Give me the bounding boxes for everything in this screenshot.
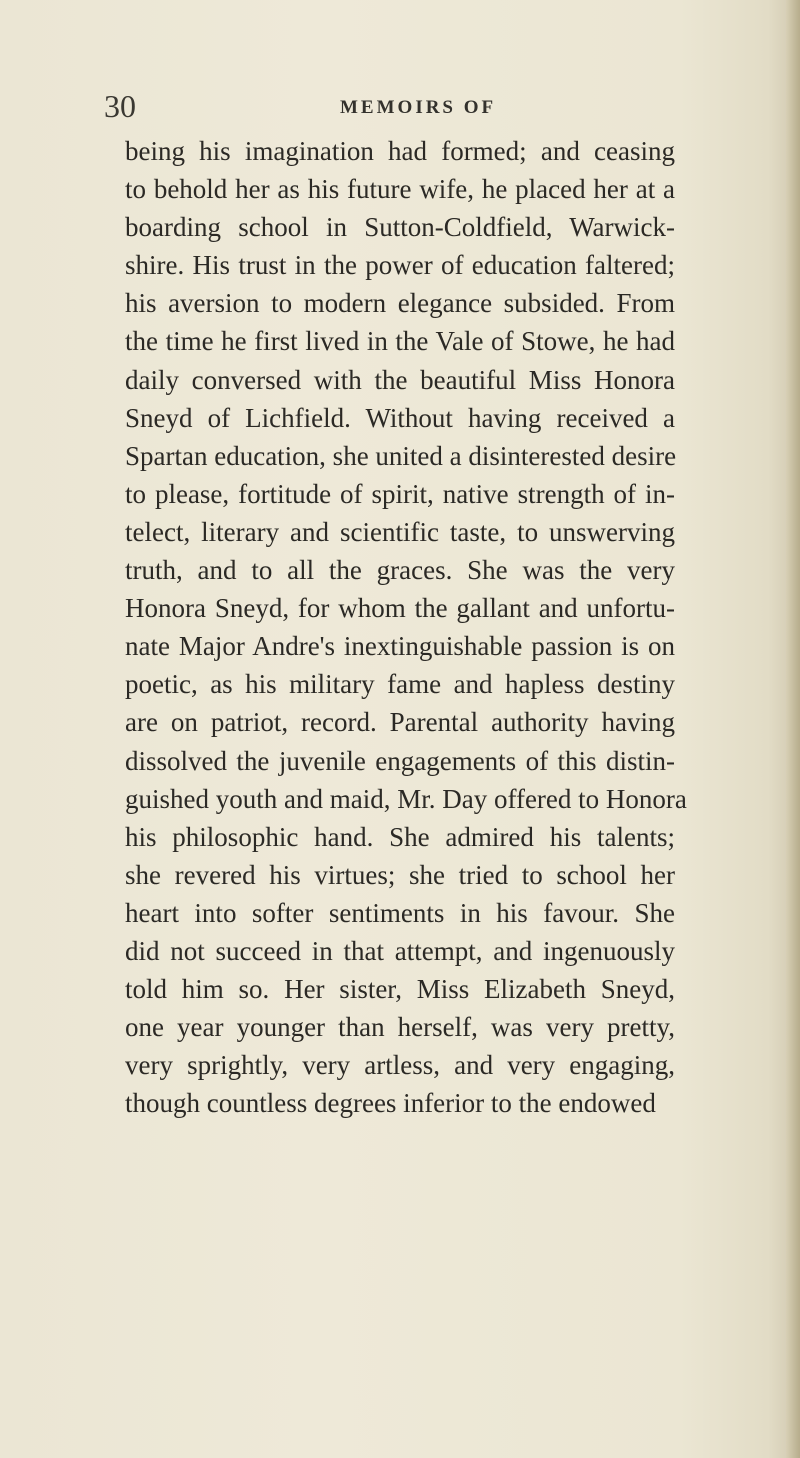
text-line: his aversion to modern elegance subsided. From: [125, 288, 675, 319]
text-line: one year younger than herself, was very pretty,: [125, 1012, 675, 1043]
text-line: daily conversed with the beautiful Miss Honora: [125, 364, 675, 395]
text-line: to behold her as his future wife, he placed her at a: [125, 174, 675, 205]
text-line: poetic, as his military fame and hapless destiny: [125, 669, 675, 700]
text-line: truth, and to all the graces. She was the very: [125, 555, 675, 586]
body-text: [125, 132, 687, 1122]
text-line: Sneyd of Lichfield. Without having received a: [125, 402, 675, 433]
page-edge: [786, 0, 800, 1458]
text-line: guished youth and maid, Mr. Day offered to Honora: [125, 783, 687, 814]
running-head: MEMOIRS OF: [340, 97, 497, 118]
text-line: very sprightly, very artless, and very engaging,: [125, 1050, 675, 1081]
text-line: being his imagination had formed; and ceasing: [125, 136, 675, 166]
text-line: to please, fortitude of spirit, native strength of in-: [125, 478, 675, 509]
page-number: 30: [104, 88, 136, 124]
text-line: did not succeed in that attempt, and ingenuously: [125, 935, 675, 966]
text-line: are on patriot, record. Parental authority having: [125, 707, 675, 738]
text-line: heart into softer sentiments in his favour. She: [125, 897, 675, 928]
text-line: she revered his virtues; she tried to school her: [125, 859, 675, 890]
text-line: his philosophic hand. She admired his talents;: [125, 821, 675, 852]
text-line: though countless degrees inferior to the endowed: [125, 1088, 656, 1119]
text-line: Honora Sneyd, for whom the gallant and unfortu-: [125, 593, 675, 624]
text-line: told him so. Her sister, Miss Elizabeth Sneyd,: [125, 974, 675, 1005]
text-line: shire. His trust in the power of education faltered;: [125, 250, 675, 281]
text-line: nate Major Andre's inextinguishable passion is on: [125, 631, 675, 662]
text-line: boarding school in Sutton-Coldfield, Warwick-: [125, 212, 675, 243]
text-line: Spartan education, she united a disinterested desire: [125, 440, 677, 471]
page-header: [0, 86, 800, 126]
text-line: telect, literary and scientific taste, to unswerving: [125, 516, 675, 547]
text-line: the time he first lived in the Vale of Stowe, he had: [125, 326, 675, 357]
text-line: dissolved the juvenile engagements of this distin-: [125, 745, 675, 776]
